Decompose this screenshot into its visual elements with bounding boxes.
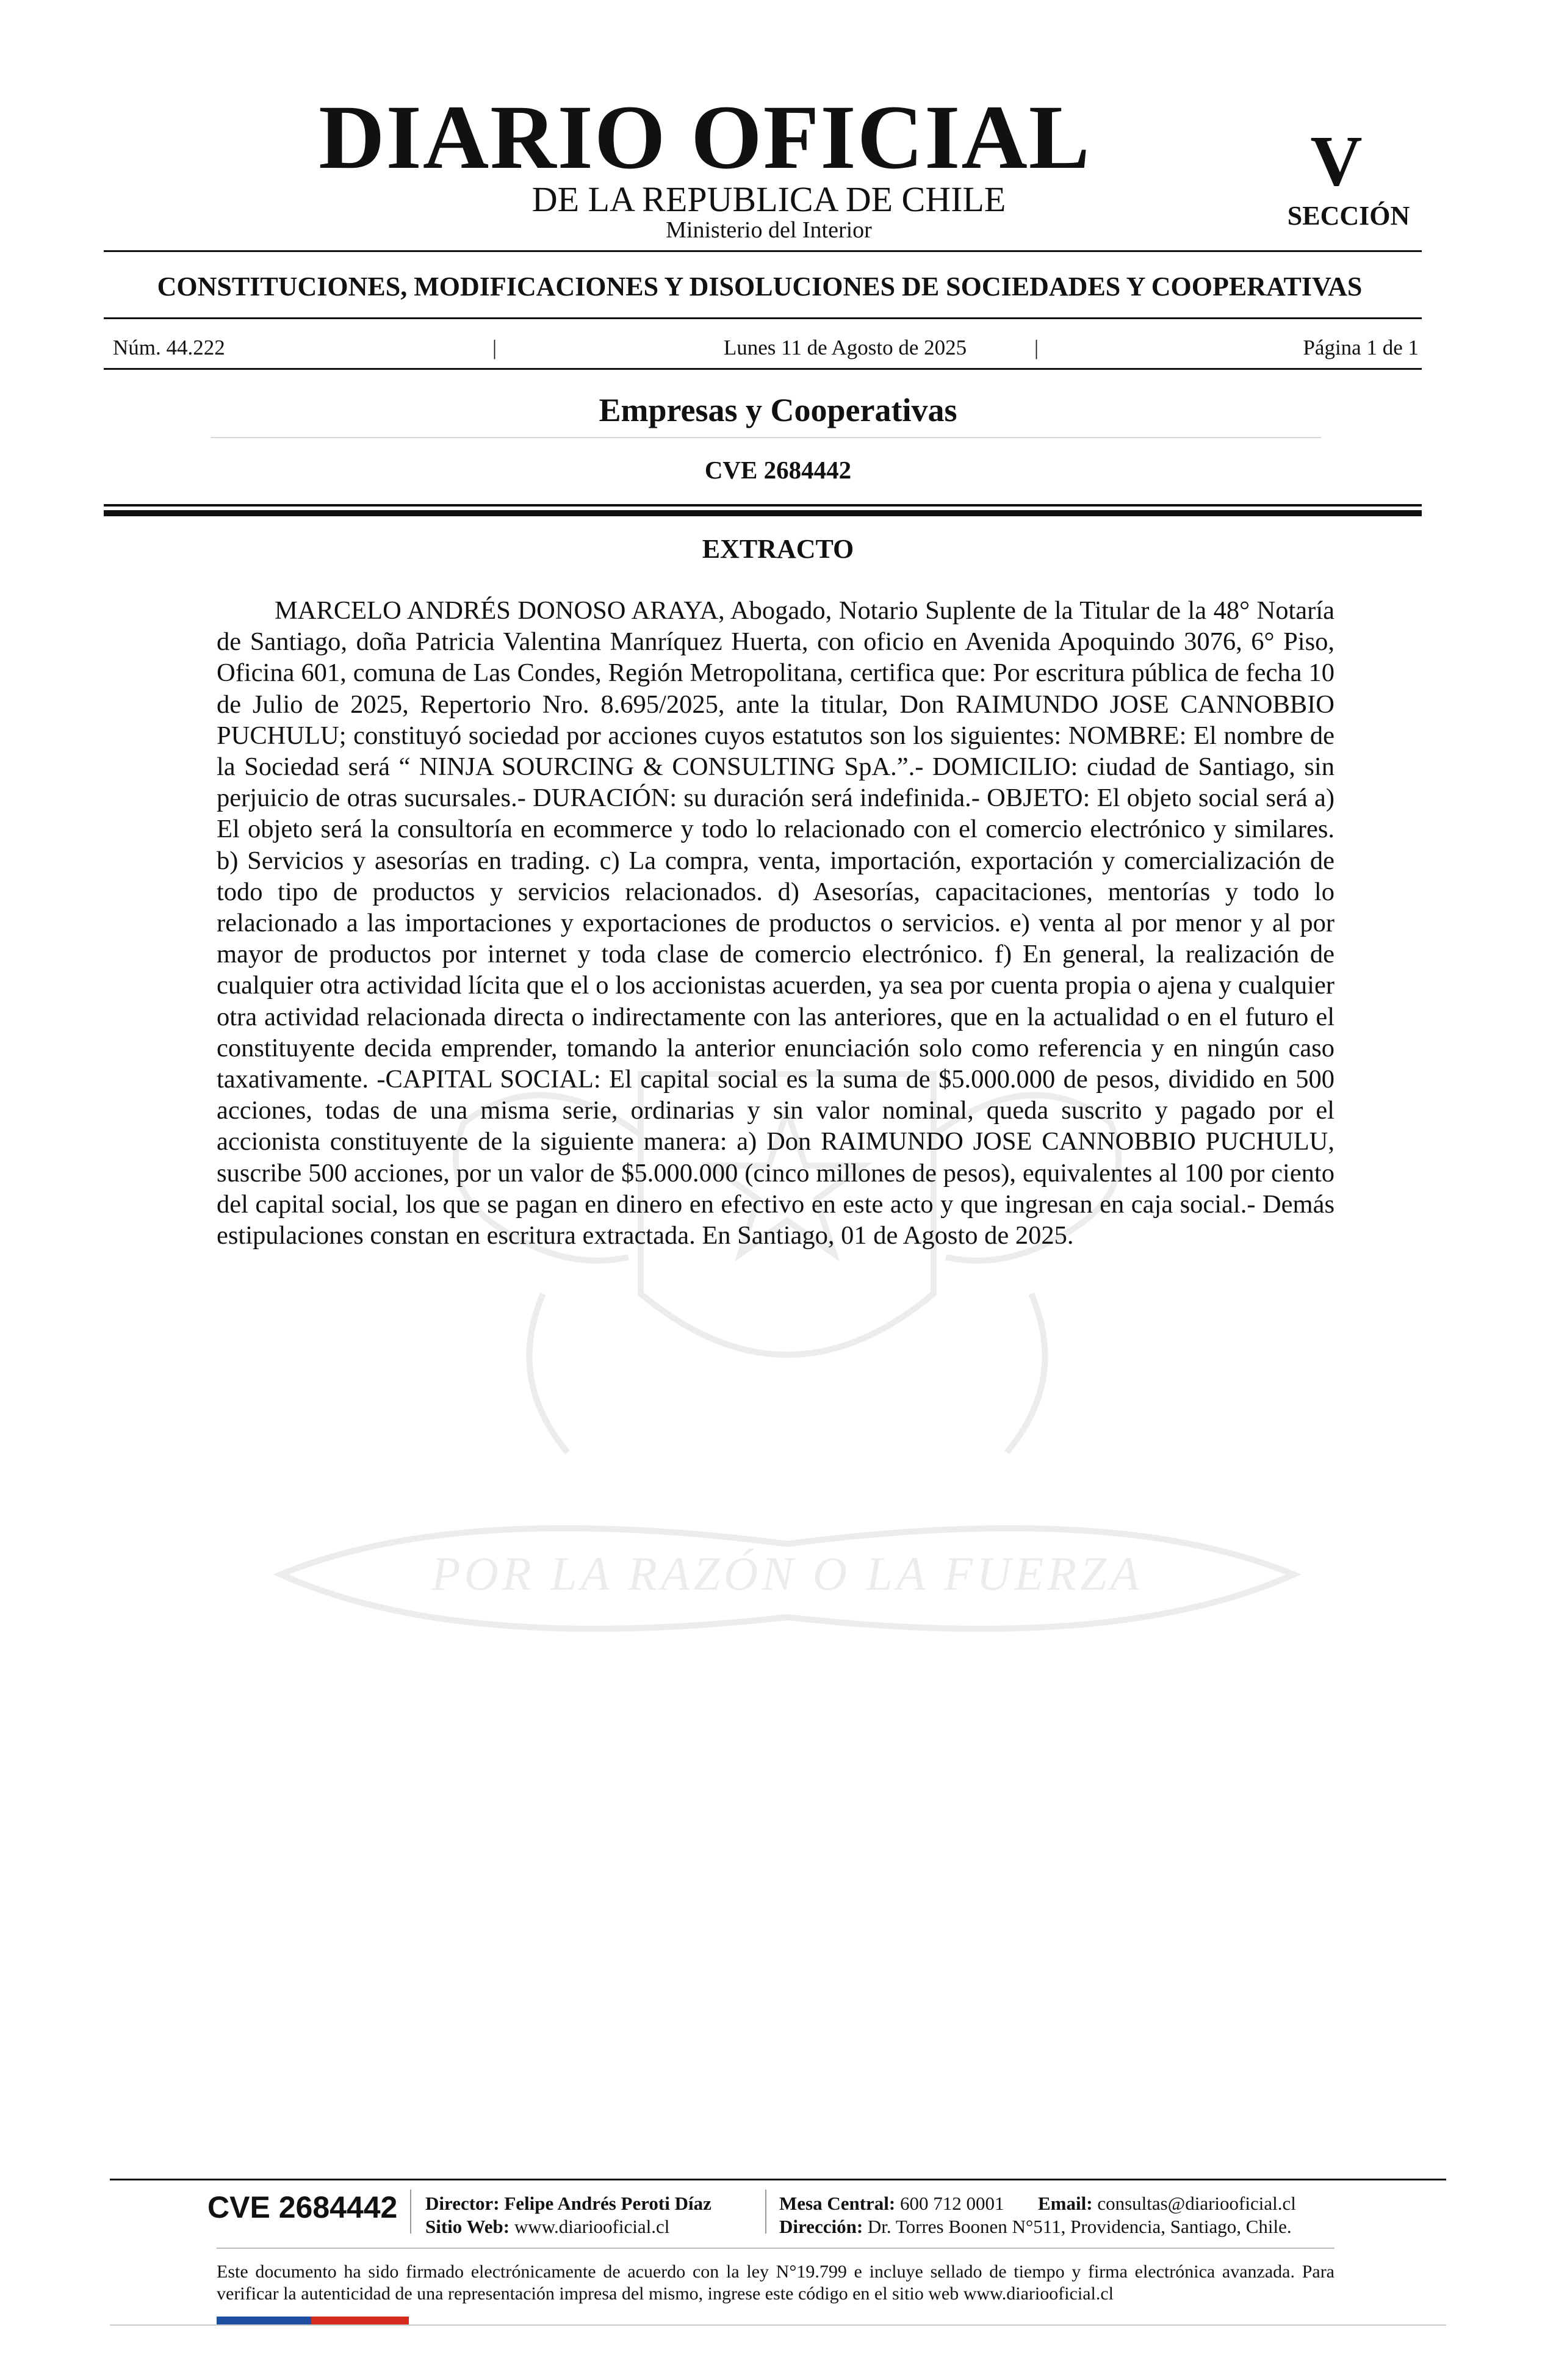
- category-title: CONSTITUCIONES, MODIFICACIONES Y DISOLUCIONES DE SOCIEDADES Y COOPERATIVAS: [157, 272, 1363, 301]
- page-indicator: Página 1 de 1: [1303, 336, 1419, 359]
- email-label: Email:: [1038, 2193, 1093, 2214]
- footer-divider: [410, 2190, 411, 2234]
- issue-separator: |: [492, 336, 497, 359]
- double-rule-top: [104, 504, 1422, 507]
- footer-director-block: [425, 2192, 711, 2238]
- flag-stripe-red: [311, 2317, 409, 2324]
- footer-legal-note: Este documento ha sido firmado electrónicamente de acuerdo con la ley N°19.799 e incluye sellado de tiempo y firma electrónica avanzada. Para verificar la autenticidad de una representación impresa del mismo, ingrese este código en el sitio web www.diariooficial.cl: [217, 2262, 1334, 2304]
- issue-separator: |: [1034, 336, 1039, 359]
- footer-bottom-rule: [110, 2324, 1446, 2326]
- footer-cve-code: CVE 2684442: [207, 2190, 398, 2224]
- issue-date: Lunes 11 de Agosto de 2025: [723, 336, 967, 359]
- extracto-title: EXTRACTO: [702, 534, 854, 564]
- watermark-motto: POR LA RAZÓN O LA FUERZA: [431, 1547, 1143, 1600]
- newspaper-subtitle: DE LA REPUBLICA DE CHILE: [531, 179, 1006, 219]
- footer-rule: [110, 2179, 1446, 2180]
- heading-divider: [211, 437, 1321, 438]
- flag-stripe-blue: [217, 2317, 311, 2324]
- director-name: Felipe Andrés Peroti Díaz: [504, 2193, 711, 2214]
- website-label: Sitio Web:: [425, 2216, 510, 2237]
- cve-code: CVE 2684442: [704, 456, 852, 484]
- masthead-rule: [104, 250, 1422, 252]
- email-link[interactable]: consultas@diariooficial.cl: [1097, 2193, 1296, 2214]
- phone-number: 600 712 0001: [900, 2193, 1004, 2214]
- extracto-body: MARCELO ANDRÉS DONOSO ARAYA, Abogado, Notario Suplente de la Titular de la 48° Notaría de Santiago, doña Patricia Valentina Manríquez Huerta, con oficio en Avenida Apoquindo 3076, 6° Piso, Oficina 601, comuna de Las Condes, Región Metropolitana, certifica que: Por escritura pública de fecha 10 de Julio de 2025, Repertorio Nro. 8.695/2025, ante la titular, Don RAIMUNDO JOSE CANNOBBIO PUCHULU; constituyó sociedad por acciones cuyos estatutos son los siguientes: NOMBRE: El nombre de la Sociedad será “ NINJA SOURCING & CONSULTING SpA.”.- DOMICILIO: ciudad de Santiago, sin perjuicio de otras sucursales.- DURACIÓN: su duración será indefinida.- OBJETO: El objeto social será a) El objeto será la consultoría en ecommerce y todo lo relacionado con el comercio electrónico y similares. b) Servicios y asesorías en trading. c) La compra, venta, importación, exportación y comercialización de todo tipo de productos y servicios relacionados. d) Asesorías, capacitaciones, mentorías y todo lo relacionado a las importaciones y exportaciones de productos o servicios. e) venta al por menor y al por mayor de productos por internet y toda clase de comercio electrónico. f) En general, la realización de cualquier otra actividad lícita que el o los accionistas acuerden, ya sea por cuenta propia o ajena y cualquier otra actividad relacionada directa o indirectamente con las anteriores, que en la actualidad o en el futuro el constituyente decida emprender, tomando la anterior enunciación solo como referencia y en ningún caso taxativamente. -CAPITAL SOCIAL: El capital social es la suma de $5.000.000 de pesos, dividido en 500 acciones, todas de una misma serie, ordinarias y sin valor nominal, queda suscrito y pagado por el accionista constituyente de la siguiente manera: a) Don RAIMUNDO JOSE CANNOBBIO PUCHULU, suscribe 500 acciones, por un valor de $5.000.000 (cinco millones de pesos), equivalentes al 100 por ciento del capital social, los que se pagan en dinero en efectivo en este acto y que ingresan en caja social.- Demás estipulaciones constan en escritura extractada. En Santiago, 01 de Agosto de 2025.: [217, 596, 1334, 1250]
- footer-divider: [765, 2190, 766, 2234]
- director-label: Director:: [425, 2193, 500, 2214]
- double-rule-bottom: [104, 510, 1422, 516]
- issue-rule: [104, 368, 1422, 370]
- newspaper-title-text: DIARIO OFICIAL: [319, 87, 1091, 188]
- section-heading: Empresas y Cooperativas: [599, 392, 957, 428]
- section-letter: V: [1310, 121, 1363, 201]
- footer-note-rule: [217, 2248, 1334, 2249]
- phone-label: Mesa Central:: [779, 2193, 896, 2214]
- address-label: Dirección:: [779, 2216, 863, 2237]
- ministry-label: Ministerio del Interior: [666, 217, 872, 243]
- section-label: SECCIÓN: [1287, 201, 1410, 231]
- category-rule: [104, 317, 1422, 319]
- footer-contact-block: [779, 2192, 1296, 2238]
- address-text: Dr. Torres Boonen N°511, Providencia, Santiago, Chile.: [867, 2216, 1292, 2237]
- issue-number: Núm. 44.222: [113, 336, 225, 359]
- website-link[interactable]: www.diariooficial.cl: [514, 2216, 670, 2237]
